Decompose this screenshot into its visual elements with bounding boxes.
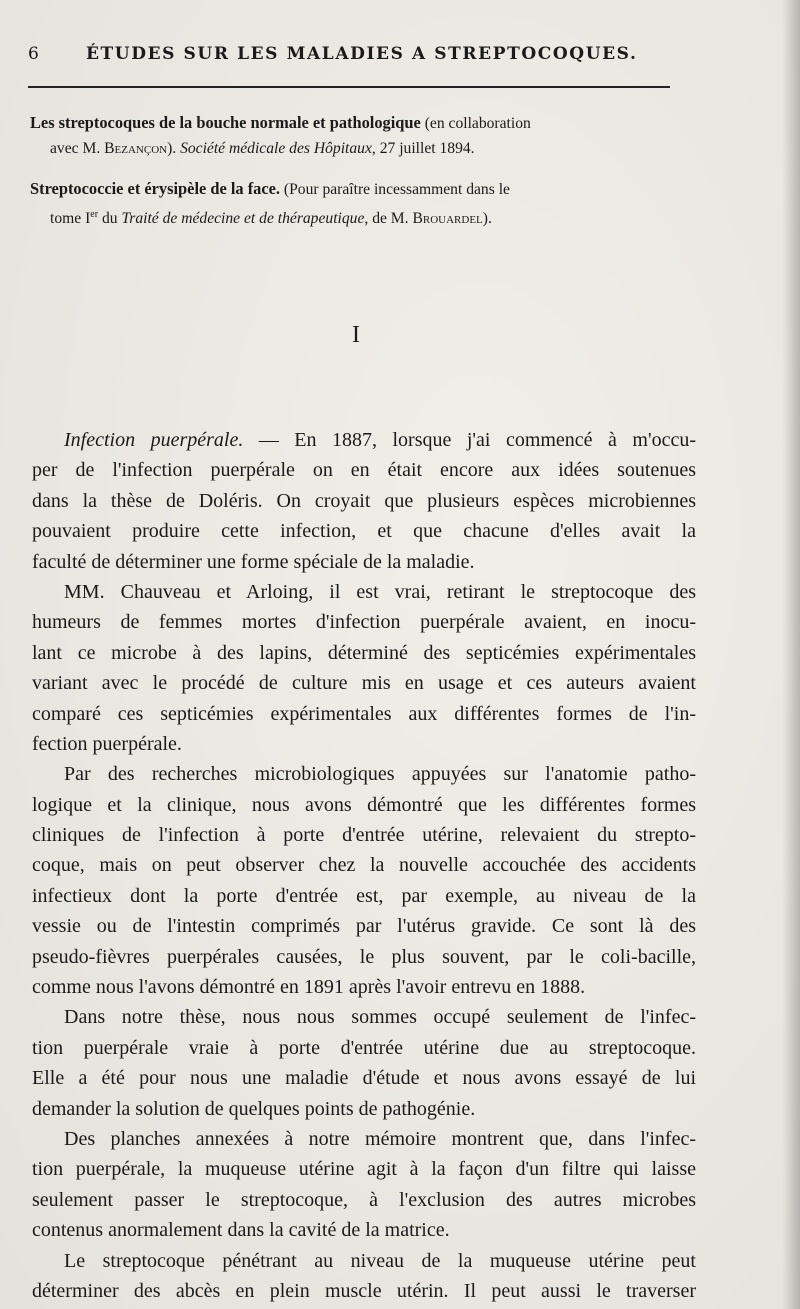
- entry-text: ).: [167, 140, 181, 157]
- text-line: Infection puerpérale. — En 1887, lorsque j'ai commencé à m'occu-: [64, 429, 696, 451]
- text-line: vessie ou de l'intestin comprimés par l'utérus gravide. Ce sont là des: [32, 915, 696, 938]
- text-line: Le streptocoque pénétrant au niveau de la muqueuse utérine peut: [64, 1249, 696, 1272]
- text-line: Elle a été pour nous une maladie d'étude et nous avons essayé de lui: [32, 1067, 696, 1090]
- header-rule: [28, 86, 670, 88]
- text-line: per de l'infection puerpérale on en était encore aux idées soutenues: [32, 459, 696, 482]
- text-line: dans la thèse de Doléris. On croyait que plusieurs espèces microbiennes: [32, 489, 696, 512]
- entry-date: , 27 juillet 1894.: [371, 140, 475, 157]
- entry-journal: Société médicale des Hôpitaux: [180, 140, 372, 157]
- bibliography-entry: [30, 176, 675, 231]
- text-line: Des planches annexées à notre mémoire montrent que, dans l'infec-: [64, 1127, 696, 1150]
- bibliography-entry: [30, 110, 675, 161]
- text-line: contenus anormalement dans la cavité de la matrice.: [32, 1219, 450, 1242]
- page-edge-shadow: [782, 0, 800, 1309]
- text-line: lant ce microbe à des lapins, déterminé des septicémies expérimentales: [32, 641, 696, 664]
- text-line: demander la solution de quelques points de pathogénie.: [32, 1097, 476, 1120]
- text-line: coque, mais on peut observer chez la nouvelle accouchée des accidents: [32, 854, 696, 877]
- entry-text: avec M.: [50, 140, 105, 157]
- entry-title: Les streptocoques de la bouche normale et pathologique: [30, 113, 421, 132]
- entry-text: du: [98, 210, 122, 228]
- entry-journal: Traité de médecine et de thérapeutique: [121, 210, 365, 228]
- text-line: pouvaient produire cette infection, et que chacune d'elles avait la: [32, 520, 696, 543]
- text-line: faculté de déterminer une forme spéciale de la maladie.: [32, 550, 475, 573]
- text-line: seulement passer le streptocoque, à l'exclusion des autres microbes: [32, 1188, 696, 1211]
- text-line: humeurs de femmes mortes d'infection puerpérale avaient, en inocu-: [32, 611, 696, 634]
- page-number: 6: [28, 44, 40, 64]
- body-text: [32, 425, 696, 1306]
- text-line: Dans notre thèse, nous nous sommes occupé seulement de l'infec-: [64, 1006, 696, 1029]
- text-line: Par des recherches microbiologiques appuyées sur l'anatomie patho-: [64, 763, 696, 786]
- text-line: logique et la clinique, nous avons démontré que les différentes formes: [32, 793, 696, 816]
- text-line: tion puerpérale vraie à porte d'entrée utérine due au streptocoque.: [32, 1036, 696, 1059]
- entry-text: , de M.: [364, 210, 413, 228]
- text-line: comme nous l'avons démontré en 1891 après l'avoir entrevu en 1888.: [32, 976, 586, 999]
- running-head: ÉTUDES SUR LES MALADIES A STREPTOCOQUES.: [86, 44, 638, 64]
- text-line: MM. Chauveau et Arloing, il est vrai, retirant le streptocoque des: [64, 580, 696, 603]
- entry-superscript: er: [90, 209, 99, 220]
- text-line: tion puerpérale, la muqueuse utérine agit à la façon d'un filtre qui laisse: [32, 1158, 696, 1181]
- entry-person: Bezançon: [104, 140, 168, 157]
- text-line: infectieux dont la porte d'entrée est, par exemple, au niveau de la: [32, 884, 696, 907]
- text-line: fection puerpérale.: [32, 732, 182, 755]
- section-heading-italic: Infection puerpérale.: [64, 429, 244, 451]
- text-line: comparé ces septicémies expérimentales aux différentes formes de l'in-: [32, 702, 696, 725]
- section-number: I: [352, 322, 360, 348]
- entry-note: (Pour paraître incessamment dans le: [280, 181, 510, 198]
- entry-text: tome I: [50, 210, 91, 228]
- entry-text: ).: [482, 210, 492, 228]
- text-line: déterminer des abcès en plein muscle utérin. Il peut aussi le traverser: [32, 1279, 696, 1302]
- entry-person: Brouardel: [412, 210, 483, 228]
- text-line: pseudo-fièvres puerpérales causées, le plus souvent, par le coli-bacille,: [32, 945, 696, 968]
- entry-note: (en collaboration: [420, 115, 531, 132]
- text-line: cliniques de l'infection à porte d'entrée utérine, relevaient du strepto-: [32, 824, 696, 847]
- text-line: variant avec le procédé de culture mis en usage et ces auteurs avaient: [32, 672, 696, 695]
- entry-title: Streptococcie et érysipèle de la face.: [30, 179, 281, 198]
